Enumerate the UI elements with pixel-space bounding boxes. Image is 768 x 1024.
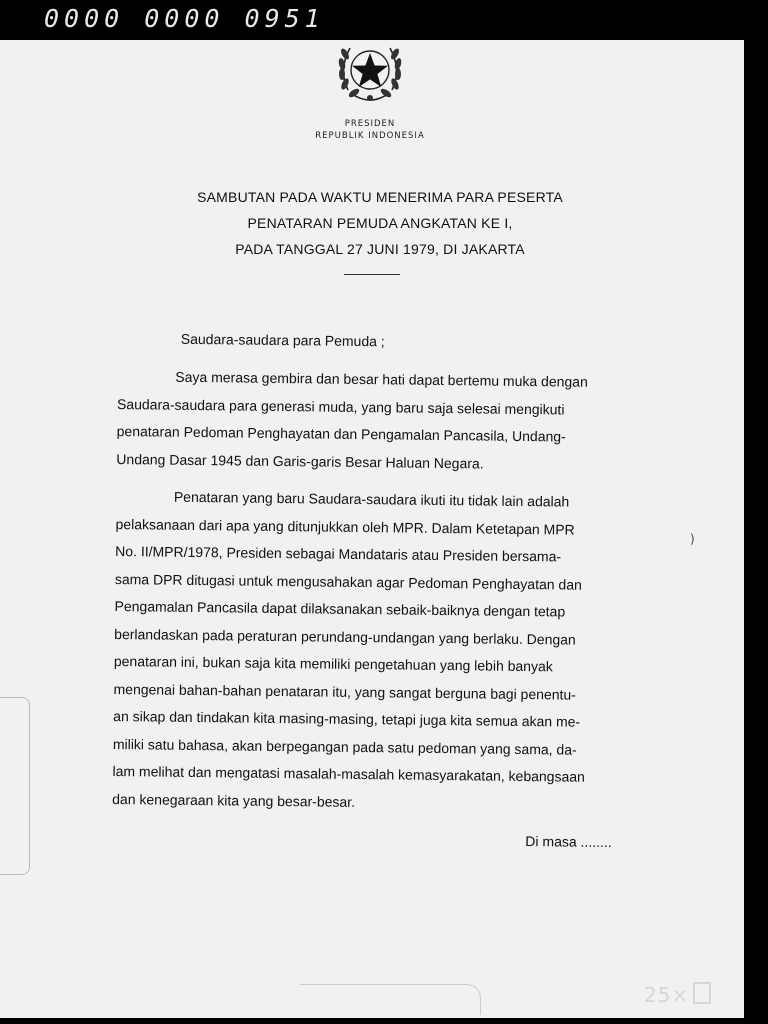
garuda-star-wreath-icon [328,40,412,106]
paragraph-line: an sikap dan tindakan kita masing-masing, tetapi juga kita semua akan me- [113,707,581,730]
paragraph-line: penataran Pedoman Penghayatan dan Pengamalan Pancasila, Undang- [116,422,566,445]
paragraph-line: Undang Dasar 1945 dan Garis-garis Besar Haluan Negara. [116,450,484,471]
salutation: Saudara-saudara para Pemuda ; [180,330,385,350]
letterhead-office [250,118,490,142]
paragraph-line: No. II/MPR/1978, Presiden sebagai Mandataris atau Presiden bersama- [115,542,562,565]
paragraph-line: sama DPR ditugasi untuk mengusahakan agar Pedoman Penghayatan dan [114,570,582,593]
reduction-watermark [644,982,711,1007]
title-line-2: PENATARAN PEMUDA ANGKATAN KE I, [247,215,513,231]
paragraph-line: berlandaskan pada peraturan perundang-undangan yang berlaku. Dengan [114,625,576,648]
speech-body [112,325,638,855]
film-edge-mark [0,697,30,875]
reduction-label: 25× [644,983,690,1007]
document-title [120,184,640,262]
document-page [0,40,744,1018]
paragraph-1 [116,363,637,479]
paragraph-line: dan kenegaraan kita yang besar-besar. [112,790,356,810]
film-tab-outline [300,984,481,1015]
frame-number: 0000 0000 0951 [44,4,325,33]
paragraph-line: pelaksanaan dari apa yang ditunjukkan oleh MPR. Dalam Ketetapan MPR [115,515,575,538]
paragraph-line: mengenai bahan-bahan penataran itu, yang sangat berguna bagi penentu- [113,680,576,703]
paragraph-line: lam melihat dan mengatasi masalah-masalah kemasyarakatan, kebangsaan [112,762,585,785]
paragraph-line: penataran ini, bukan saja kita memiliki pengetahuan yang lebih banyak [113,652,553,675]
title-underline [344,274,400,275]
office-line-1: PRESIDEN [344,119,396,129]
office-line-2: REPUBLIK INDONESIA [315,131,425,141]
frame-box-icon [693,982,711,1004]
film-edge-tick: ) [690,532,695,546]
paragraph-line: Pengamalan Pancasila dapat dilaksanakan sebaik-baiknya dengan tetap [114,597,566,620]
paragraph-2 [112,483,636,819]
title-line-3: PADA TANGGAL 27 JUNI 1979, DI JAKARTA [235,241,525,257]
title-line-1: SAMBUTAN PADA WAKTU MENERIMA PARA PESERTA [197,189,563,205]
paragraph-line: Penataran yang baru Saudara-saudara ikuti itu tidak lain adalah [173,488,570,510]
paragraph-line: miliki satu bahasa, akan berpegangan pada satu pedoman yang sama, da- [112,735,577,758]
continuation-catchword: Di masa ........ [525,833,612,851]
paragraph-line: Saudara-saudara para generasi muda, yang baru saja selesai mengikuti [116,395,565,417]
paragraph-line: Saya merasa gembira dan besar hati dapat bertemu muka dengan [175,368,588,390]
